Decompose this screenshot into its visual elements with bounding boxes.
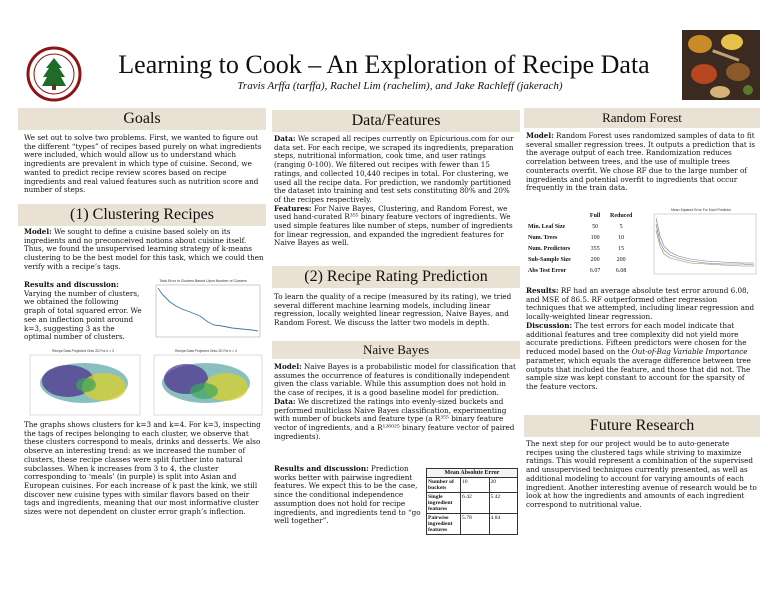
clustering-heading: (1) Clustering Recipes [18, 204, 266, 226]
table-cell: Single ingredient features [427, 493, 461, 514]
naive-bayes-error-table [426, 468, 518, 535]
table-header-cell: Reduced [610, 212, 633, 219]
data-text: Data: We scraped all recipes currently on Epicurious.com for our data set. For each recipe, we scraped its ingredients, preparation steps, nutritional information, cook time, and user ratings (ranging 0-100). We filtered out recipes with fewer than 15 ratings, and collected 10,440 recipes in total. For clustering, we used all the recipe data. For prediction, we randomly partitioned the dataset into training and test sets constituting 80% and 20% of the recipes respectively. Features: For Naive Bayes, Clustering, and Random Forest, we used hand-curated R³⁵⁵ binary feature vectors of ingredients. We used simple features like number of steps, number of ingredients for linear regression, and expanded the ingredient features for Naive Bayes as well. [274, 134, 514, 248]
random-forest-error-plot [642, 206, 760, 282]
table-row [427, 493, 518, 514]
stanford-seal-icon [26, 46, 82, 102]
table-header-row [526, 210, 638, 221]
elbow-plot [142, 276, 264, 344]
table-cell: 200 [590, 256, 600, 263]
table-cell: 200 [616, 256, 626, 263]
table-row [427, 514, 518, 535]
table-cell: Abs Test Error [528, 267, 567, 274]
table-cell: 5.42 [489, 493, 518, 514]
table-cell: Pairwise ingredient features [427, 514, 461, 535]
random-forest-results-text: Results: RF had an average absolute test error around 6.08, and MSE of 86.5. RF outperformed other regression techniques that we attempted, including linear regression and locally-weighted linear regression. [526, 286, 755, 322]
table-cell: 6.42 [461, 493, 490, 514]
table-row [526, 254, 638, 265]
clustering-discussion-text: The graphs shows clusters for k=3 and k=4. For k=3, inspecting the tags of recipes belonging to each cluster, we observe that these clusters correspond to meals, drinks and desserts. We also observe an interesting trend: as we increased the number of clusters, these recipe classes were split further into natural subclasses. When k increases from 3 to 4, the cluster corresponding to ‘meals’ (in purple) is split into Asian and European cuisines. For each increase of k past the kink, we still discover new cuisine types with similar flavors based on their tags and ingredients, meaning that our most informative cluster sizes were not dependent on cluster error graph’s inflection. [24, 420, 261, 517]
scatter-k4-title: Recipe Data Projected Onto 2D For k = 4 [175, 349, 237, 353]
table-cell: 5 [619, 223, 623, 230]
scatter-k3-title: Recipe Data Projected Onto 2D For k = 3 [52, 349, 114, 353]
table-cell: 20 [489, 478, 518, 493]
table-cell: 10 [461, 478, 490, 493]
data-features-heading: Data/Features [272, 110, 520, 132]
rating-prediction-heading: (2) Recipe Rating Prediction [272, 266, 520, 288]
table-cell: Min. Leaf Size [528, 223, 566, 230]
table-cell: 5.78 [461, 514, 490, 535]
table-header-cell [526, 210, 586, 221]
table-cell: 10 [618, 234, 625, 241]
scatter-k3-plot [22, 347, 144, 419]
random-forest-table [526, 210, 638, 276]
table-cell: Sub-Sample Size [528, 256, 571, 263]
elbow-plot-title: Total Error in Clusters Based Upon Number of Clusters [159, 279, 247, 283]
poster-title: Learning to Cook – An Exploration of Recipe Data [118, 50, 650, 79]
table-row [526, 243, 638, 254]
spices-spoons-icon [682, 30, 760, 100]
future-research-heading: Future Research [524, 415, 760, 437]
table-cell: 100 [590, 234, 600, 241]
rating-prediction-text: To learn the quality of a recipe (measured by its rating), we tried several different machine learning models, including linear regression, locally weighted linear regression, Naive Bayes, and Random Forest. We discuss the latter two models in depth. [274, 292, 512, 328]
poster-authors: Travis Arffa (tarffa), Rachel Lim (rachelim), and Jake Rachleff (jakerach) [237, 80, 563, 92]
random-forest-discussion-text: Discussion: The test errors for each model indicate that additional features and tree complexity did not yield more accurate predictions. Fifteen predictors were chosen for the reduced model based on the Out-of-Bag Variable Importance parameter, which equals the average difference between tree outputs that included the feature, and those that did not. The sample size was kept constant to account for the sparsity of the feature vectors. [526, 321, 751, 391]
goals-heading: Goals [18, 108, 266, 130]
future-research-text: The next step for our project would be to auto-generate recipes using the clustered tags while striving to maximize ratings. This would represent a combination of the supervised and unsupervised techniques currently presented, as well as additional modeling to account for varying amounts of each ingredient. Another interesting avenue of research would be to look at how the ingredients and amounts of each ingredient correspond to nutritional value. [526, 439, 757, 509]
table-cell: 355 [590, 245, 600, 252]
table-cell: 50 [592, 223, 599, 230]
clustering-results-text: Results and discussion: Varying the number of clusters, we obtained the following graph of total squared error. We see an inflection point around k=3, suggesting 3 as the optimal number of clusters. [24, 280, 142, 342]
table-row [526, 265, 638, 276]
table-header-cell: Full [589, 212, 601, 219]
scatter-k4-plot [146, 347, 266, 419]
table-cell: 6.07 [589, 267, 601, 274]
table-cell: 6.08 [615, 267, 627, 274]
rf-plot-title: Mean Squared Error For Each Predictor [671, 208, 731, 212]
random-forest-heading: Random Forest [524, 108, 760, 128]
goals-text: We set out to solve two problems. First, we wanted to figure out the different “types” of recipes based purely on what ingredients were included, which would allow us to understand which ingredients are prevalent in which type of cuisine. Second, we wanted to predict recipe review scores based on recipe ingredients and real valued features such as nutrition score and number of steps. [24, 133, 262, 195]
table-cell: Number of buckets [427, 478, 461, 493]
naive-bayes-heading: Naive Bayes [272, 341, 520, 359]
table-row [526, 221, 638, 232]
naive-bayes-model-text: Model: Naive Bayes is a probabilistic model for classification that assumes the occurrence of features is conditionally independent given the class variable. While this assumption does not hold in the case of recipes, it is a good baseline model for prediction. Data: We discretized the ratings into evenly-sized buckets and performed multiclass Naive Bayes classification, experimenting with number of buckets and feature type (a R³⁵⁵ binary feature vector of ingredients, and a R¹²⁶⁰²⁵ binary feature vector of paired ingredients). [274, 362, 516, 441]
naive-bayes-results-text: Results and discussion: Prediction works better with pairwise ingredient features. We expect this to be the case, since the conditional independence assumption does not hold for recipe ingredients, and ingredients tend to “go well together”. [274, 464, 421, 526]
clustering-model-text: Model: We sought to define a cuisine based solely on its ingredients and no preconceived notions about cuisine itself. Thus, we found the unsupervised learning strategy of k-means clustering to be the best model for this task, which we could then verify with a recipe’s tags. [24, 227, 264, 271]
table-cell: 15 [618, 245, 625, 252]
table-row [427, 478, 518, 493]
table-cell: Num. Trees [528, 234, 558, 241]
nb-table-caption: Mean Absolute Error [426, 468, 518, 477]
table-cell: Num. Predictors [528, 245, 571, 252]
random-forest-model-text: Model: Random Forest uses randomized samples of data to fit several smaller regression trees. It outputs a prediction that is the average output of each tree. Randomization reduces correlation between trees, and the use of multiple trees counteracts overfit. We chose RF due to the large number of ingredients and potential overfit to ingredients that occur frequently in the train data. [526, 131, 756, 193]
table-cell: 4.84 [489, 514, 518, 535]
table-row [526, 232, 638, 243]
